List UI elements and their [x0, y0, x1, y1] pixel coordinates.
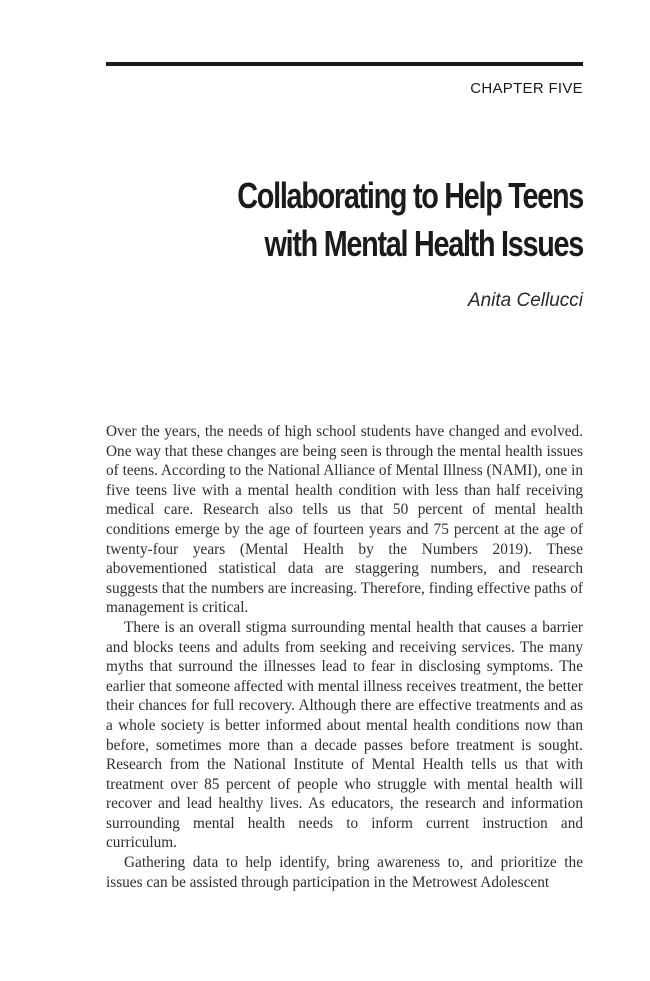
paragraph-3: Gathering data to help identify, bring awareness to, and prioritize the issues can be assisted through participation in the Metrowest Adolescent [106, 854, 583, 891]
header-rule [106, 62, 583, 66]
paragraph-2: There is an overall stigma surrounding mental health that causes a barrier and blocks teens and adults from seeking and receiving services. The many myths that surround the illnesses lead to fear in disclosing symptoms. The earlier that someone affected with mental illness receives treatment, the better their chances for full recovery. Although there are effective treatments and as a whole society is better informed about mental health conditions now than before, sometimes more than a decade passes before treatment is sought. Research from the National Institute of Mental Health tells us that with treatment over 85 percent of people who struggle with mental health will recover and lead healthy lives. As educators, the research and information surrounding mental health needs to inform current instruction and curriculum. [106, 618, 583, 852]
chapter-title-line-1: Collaborating to Help Teens [237, 175, 583, 216]
body-text [106, 422, 583, 892]
chapter-title-line-2: with Mental Health Issues [264, 223, 583, 264]
author-name: Anita Cellucci [467, 290, 583, 311]
paragraph-1: Over the years, the needs of high school students have changed and evolved. One way that these changes are being seen is through the mental health issues of teens. According to the National Alliance of Mental Illness (NAMI), one in five teens live with a mental health condition with less than half receiving medical care. Research also tells us that 50 percent of mental health conditions emerge by the age of fourteen years and 75 percent at the age of twenty-four years (Mental Health by the Numbers 2019). These abovementioned statistical data are staggering numbers, and research suggests that the numbers are increasing. Therefore, finding effective paths of management is critical. [106, 423, 583, 617]
chapter-label: CHAPTER FIVE [470, 80, 583, 97]
chapter-title [231, 172, 583, 268]
